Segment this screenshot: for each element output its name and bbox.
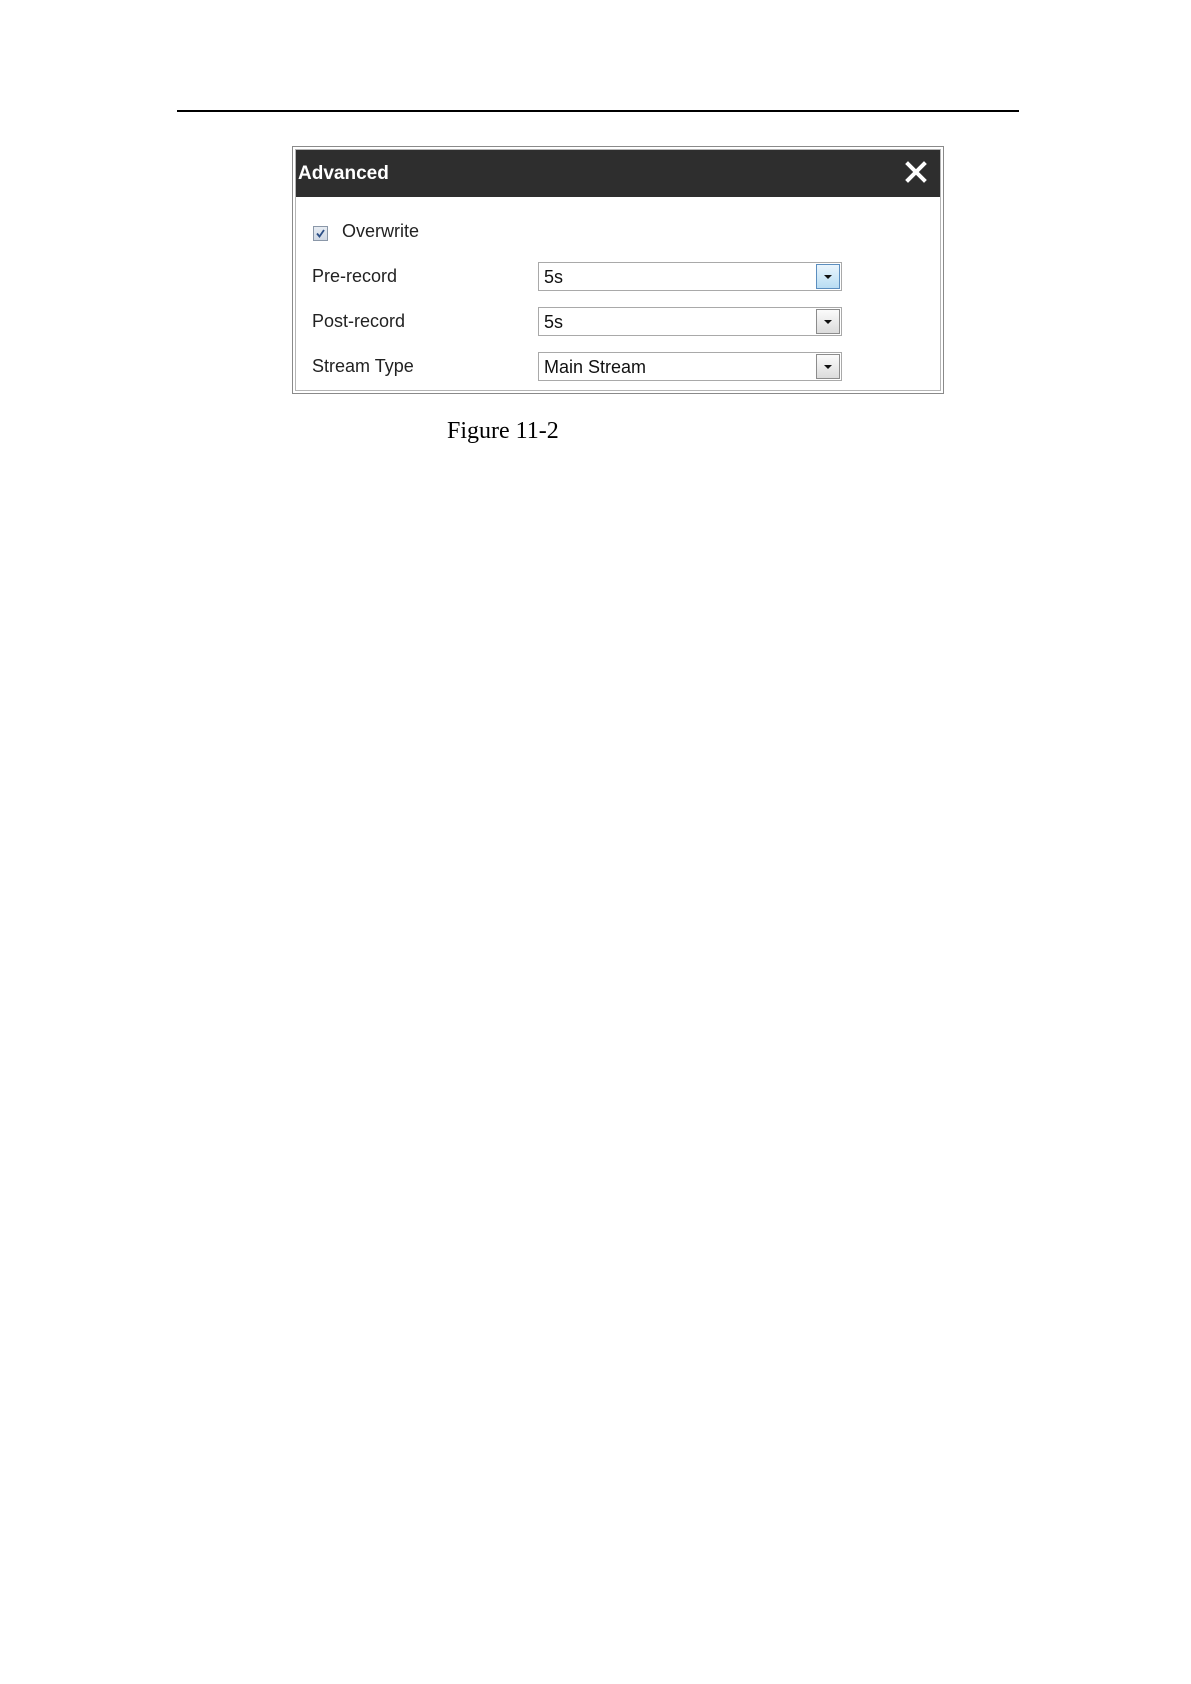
stream-type-select[interactable]	[538, 352, 842, 381]
chevron-down-icon	[817, 355, 839, 378]
stream-type-dropdown-button[interactable]	[816, 354, 840, 379]
stream-type-value: Main Stream	[544, 357, 647, 377]
dialog-titlebar	[296, 150, 940, 197]
chevron-down-icon	[817, 265, 839, 288]
pre-record-label: Pre-record	[312, 266, 398, 286]
dialog-body	[295, 149, 941, 391]
pre-record-value: 5s	[544, 267, 564, 287]
chevron-down-icon	[817, 310, 839, 333]
pre-record-dropdown-button[interactable]	[816, 264, 840, 289]
post-record-dropdown-button[interactable]	[816, 309, 840, 334]
overwrite-label: Overwrite	[342, 221, 420, 241]
overwrite-checkbox[interactable]	[313, 226, 328, 241]
post-record-value: 5s	[544, 312, 564, 332]
pre-record-select[interactable]	[538, 262, 842, 291]
header-rule	[177, 110, 1019, 112]
figure-caption: Figure 11-2	[447, 418, 559, 444]
checkmark-icon	[314, 227, 327, 240]
post-record-select[interactable]	[538, 307, 842, 336]
post-record-label: Post-record	[312, 311, 406, 331]
close-icon[interactable]	[902, 158, 930, 186]
advanced-dialog	[292, 146, 944, 394]
dialog-title: Advanced	[298, 163, 389, 184]
stream-type-label: Stream Type	[312, 356, 414, 376]
